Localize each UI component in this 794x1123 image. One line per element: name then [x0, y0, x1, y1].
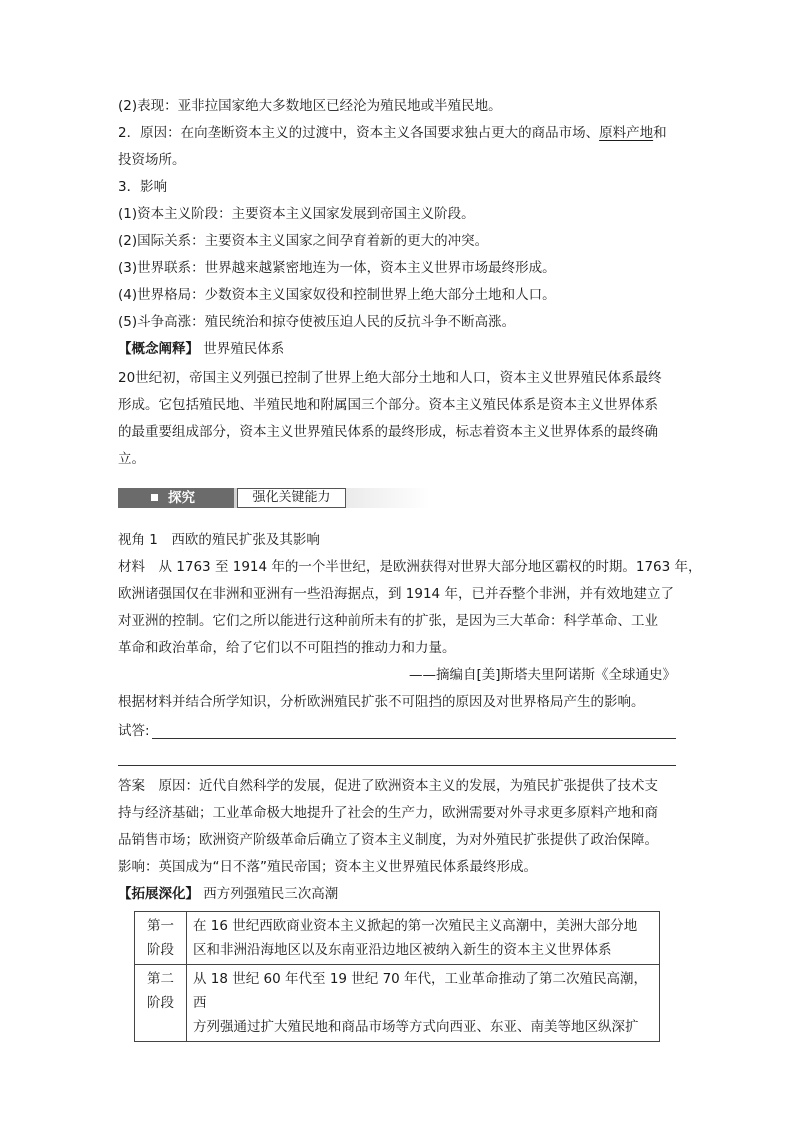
answer-blank-line[interactable] [118, 765, 676, 766]
answer-blank-line[interactable] [152, 738, 676, 739]
impact-heading: 3．影响 [118, 179, 168, 195]
raw-material-term: 原料产地 [599, 125, 654, 141]
manifestation-line: (2)表现：亚非拉国家绝大多数地区已经沦为殖民地或半殖民地。 [118, 98, 502, 114]
concept-paragraph-line: 的最重要组成部分，资本主义世界殖民体系的最终形成，标志着资本主义世界体系的最终确 [118, 424, 658, 440]
stage-label: 第二 阶段 [135, 965, 187, 1042]
cause-line: 2．原因：在向垄断资本主义的过渡中，资本主义各国要求独占更大的商品市场、原料产地和 [118, 125, 667, 141]
table-row [135, 965, 660, 1042]
concept-paragraph-line: 20世纪初，帝国主义列强已控制了世界上绝大部分土地和人口，资本主义世界殖民体系最终 [118, 370, 662, 386]
concept-paragraph-line: 立。 [118, 451, 145, 467]
banner-label: 探究 [168, 490, 195, 506]
material-source: ——摘编自[美]斯塔夫里阿诺斯《全球通史》 [408, 667, 676, 683]
impact-item-4: (4)世界格局：少数资本主义国家奴役和控制世界上绝大部分土地和人口。 [118, 287, 556, 303]
material-line: 材料 从 1763 至 1914 年的一个半世纪，是欧洲获得对世界大部分地区霸权的时期。1763 年， [118, 559, 702, 575]
impact-item-1: (1)资本主义阶段：主要资本主义国家发展到帝国主义阶段。 [118, 206, 475, 222]
extension-title: 西方列强殖民三次高潮 [203, 886, 339, 902]
stage-label: 第一 阶段 [135, 912, 187, 965]
impact-item-2: (2)国际关系：主要资本主义国家之间孕育着新的更大的冲突。 [118, 233, 489, 249]
stage-description: 在 16 世纪西欧商业资本主义掀起的第一次殖民主义高潮中，美洲大部分地 区和非洲沿海地区以及东南亚沿边地区被纳入新生的资本主义世界体系 [187, 912, 660, 965]
extension-tag: 【拓展深化】 [118, 886, 199, 902]
material-line: 对亚洲的控制。它们之所以能进行这种前所未有的扩张，是因为三大革命：科学革命、工业 [118, 613, 658, 629]
extension-heading [118, 884, 338, 904]
stages-table [134, 911, 660, 1042]
concept-paragraph-line: 形成。它包括殖民地、半殖民地和附属国三个部分。资本主义殖民体系是资本主义世界体系 [118, 397, 658, 413]
try-answer-label: 试答: [118, 723, 150, 739]
material-line: 欧洲诸强国仅在非洲和亚洲有一些沿海据点，到 1914 年，已并吞整个非洲，并有效地建立了 [118, 586, 674, 602]
banner-subtitle: 强化关键能力 [237, 488, 346, 508]
section-banner [118, 486, 430, 510]
cause-line-cont: 投资场所。 [118, 152, 186, 168]
impact-item-3: (3)世界联系：世界越来越紧密地连为一体，资本主义世界市场最终形成。 [118, 260, 556, 276]
concept-title: 世界殖民体系 [203, 341, 285, 357]
answer-line: 持与经济基础；工业革命极大地提升了社会的生产力，欧洲需要对外寻求更多原料产地和商 [118, 805, 658, 821]
material-line: 革命和政治革命，给了它们以不可阻挡的推动力和力量。 [118, 640, 456, 656]
stage-description: 从 18 世纪 60 年代至 19 世纪 70 年代，工业革命推动了第二次殖民高潮，西 方列强通过扩大殖民地和商品市场等方式向西亚、东亚、南美等地区纵深扩 [187, 965, 660, 1042]
concept-tag: 【概念阐释】 [118, 341, 199, 357]
answer-impact-line: 影响：英国成为“日不落”殖民帝国；资本主义世界殖民体系最终形成。 [118, 859, 537, 875]
banner-dark-block [118, 488, 234, 508]
question-line: 根据材料并结合所学知识，分析欧洲殖民扩张不可阻挡的原因及对世界格局产生的影响。 [118, 694, 645, 710]
square-bullet-icon [151, 494, 158, 501]
impact-item-5: (5)斗争高涨：殖民统治和掠夺使被压迫人民的反抗斗争不断高涨。 [118, 314, 516, 330]
table-row [135, 912, 660, 965]
viewpoint-heading: 视角 1 西欧的殖民扩张及其影响 [118, 532, 320, 548]
answer-line: 品销售市场；欧洲资产阶级革命后确立了资本主义制度，为对外殖民扩张提供了政治保障。 [118, 832, 658, 848]
concept-heading [118, 339, 284, 359]
answer-line: 答案 原因：近代自然科学的发展，促进了欧洲资本主义的发展，为殖民扩张提供了技术支 [118, 778, 658, 794]
